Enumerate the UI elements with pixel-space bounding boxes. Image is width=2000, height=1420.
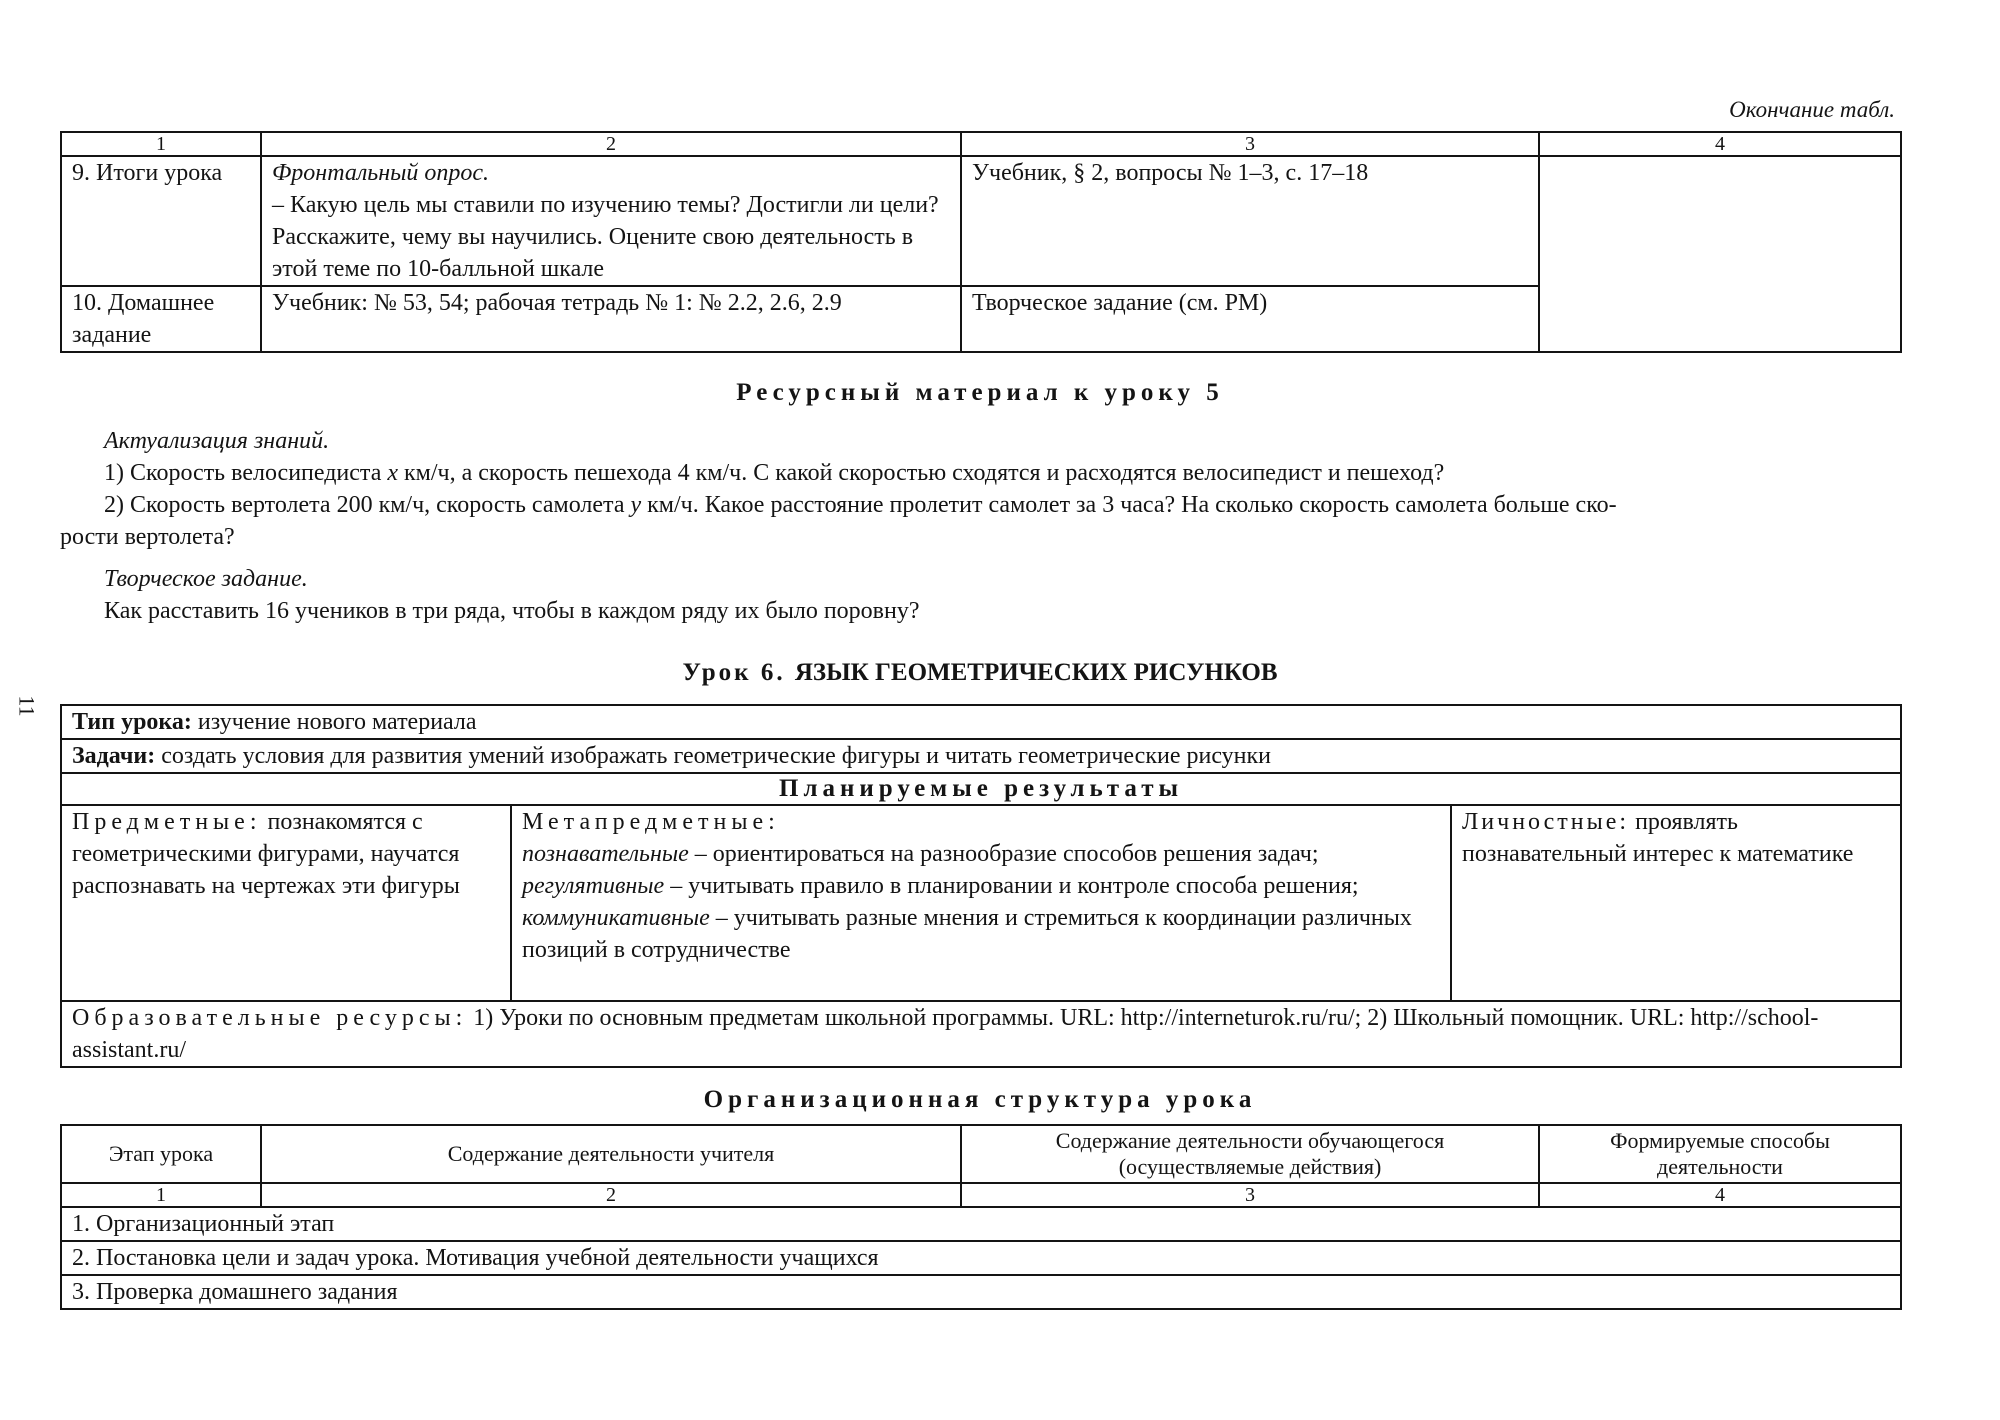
org-header: Этап урока <box>61 1125 261 1183</box>
resource-heading: Ресурсный материал к уроку 5 <box>736 379 1224 406</box>
resource-section <box>60 425 1900 627</box>
org-header-row <box>61 1125 1901 1183</box>
student-cell: Творческое задание (см. РМ) <box>961 286 1539 352</box>
org-header: Формируемые способы деятельности <box>1539 1125 1901 1183</box>
col-number: 3 <box>961 1183 1539 1207</box>
col-number: 3 <box>961 132 1539 156</box>
personal-results-cell: Личностные: проявлять познавательный интерес к математике <box>1451 805 1901 1001</box>
org-structure-table <box>60 1124 1902 1310</box>
meta-regulative: регулятивные – учитывать правило в планировании и контроле способа решения; <box>522 873 1359 899</box>
creative-text: Как расставить 16 учеников в три ряда, чтобы в каждом ряду их было поровну? <box>104 598 920 624</box>
col-number: 4 <box>1539 132 1901 156</box>
col-number: 2 <box>261 132 961 156</box>
subject-results-cell: Предметные: познакомятся с геометрическими фигурами, научатся распознавать на чертежах эти фигуры <box>61 805 511 1001</box>
meta-results-cell <box>511 805 1451 1001</box>
org-header: Содержание деятельности учителя <box>261 1125 961 1183</box>
question-2-cont: рости вертолета? <box>60 524 235 550</box>
resources-row <box>61 1001 1901 1067</box>
student-cell: Учебник, § 2, вопросы № 1–3, с. 17–18 <box>961 156 1539 286</box>
skills-cell <box>1539 156 1901 352</box>
page-number: 11 <box>14 695 40 717</box>
planned-results-row <box>61 805 1901 1001</box>
org-column-number-row <box>61 1183 1901 1207</box>
stage-cell: 10. Домашнее задание <box>61 286 261 352</box>
teacher-cell: Учебник: № 53, 54; рабочая тетрадь № 1: № 2.2, 2.6, 2.9 <box>261 286 961 352</box>
table-continuation <box>60 131 1902 353</box>
org-stage-row: 3. Проверка домашнего задания <box>61 1275 1901 1309</box>
table-row <box>61 156 1901 286</box>
planned-heading: Планируемые результаты <box>61 773 1901 805</box>
col-number: 1 <box>61 1183 261 1207</box>
teacher-title: Фронтальный опрос. <box>272 160 490 186</box>
org-structure-heading: Организационная структура урока <box>703 1086 1257 1113</box>
lesson-tasks-row <box>61 739 1901 773</box>
meta-cognitive: познавательные – ориентироваться на разнообразие способов решения задач; <box>522 841 1319 867</box>
meta-label: Метапредметные: <box>522 809 780 835</box>
org-stage-row: 1. Организационный этап <box>61 1207 1901 1241</box>
teacher-text: – Какую цель мы ставили по изучению темы? Достигли ли цели? Расскажите, чему вы научились. Оцените свою деятельность в этой теме по 10-балльной шкале <box>272 192 939 282</box>
lesson-info-table <box>60 704 1902 1068</box>
table-row <box>61 1275 1901 1309</box>
meta-communicative: коммуникативные – учитывать разные мнения и стремиться к координации различных позиций в сотрудничестве <box>522 905 1412 963</box>
table-row <box>61 1207 1901 1241</box>
org-stage-row: 2. Постановка цели и задач урока. Мотивация учебной деятельности учащихся <box>61 1241 1901 1275</box>
stage-cell: 9. Итоги урока <box>61 156 261 286</box>
col-number: 4 <box>1539 1183 1901 1207</box>
planned-heading-row <box>61 773 1901 805</box>
actualization-title: Актуализация знаний. <box>104 428 330 454</box>
teacher-cell <box>261 156 961 286</box>
table-row <box>61 1241 1901 1275</box>
lesson-title: Урок 6. ЯЗЫК ГЕОМЕТРИЧЕСКИХ РИСУНКОВ <box>682 659 1278 686</box>
question-2: 2) Скорость вертолета 200 км/ч, скорость самолета y км/ч. Какое расстояние пролетит самолет за 3 часа? На сколько скорость самолета больше ско- <box>104 492 1617 518</box>
lesson-type-row <box>61 705 1901 739</box>
column-number-row <box>61 132 1901 156</box>
col-number: 2 <box>261 1183 961 1207</box>
continuation-label: Окончание табл. <box>1729 97 1895 122</box>
lesson-type-cell: Тип урока: изучение нового материала <box>61 705 1901 739</box>
resources-cell: Образовательные ресурсы: 1) Уроки по основным предметам школьной программы. URL: http://interneturok.ru/ru/; 2) Школьный помощник. URL: http://school-assistant.ru/ <box>61 1001 1901 1067</box>
org-header: Содержание деятельности обучающегося (осуществляемые действия) <box>961 1125 1539 1183</box>
question-1: 1) Скорость велосипедиста x км/ч, а скорость пешехода 4 км/ч. С какой скоростью сходятся и расходятся велосипедист и пешеход? <box>104 460 1445 486</box>
col-number: 1 <box>61 132 261 156</box>
creative-title: Творческое задание. <box>104 566 308 592</box>
lesson-tasks-cell: Задачи: создать условия для развития умений изображать геометрические фигуры и читать геометрические рисунки <box>61 739 1901 773</box>
